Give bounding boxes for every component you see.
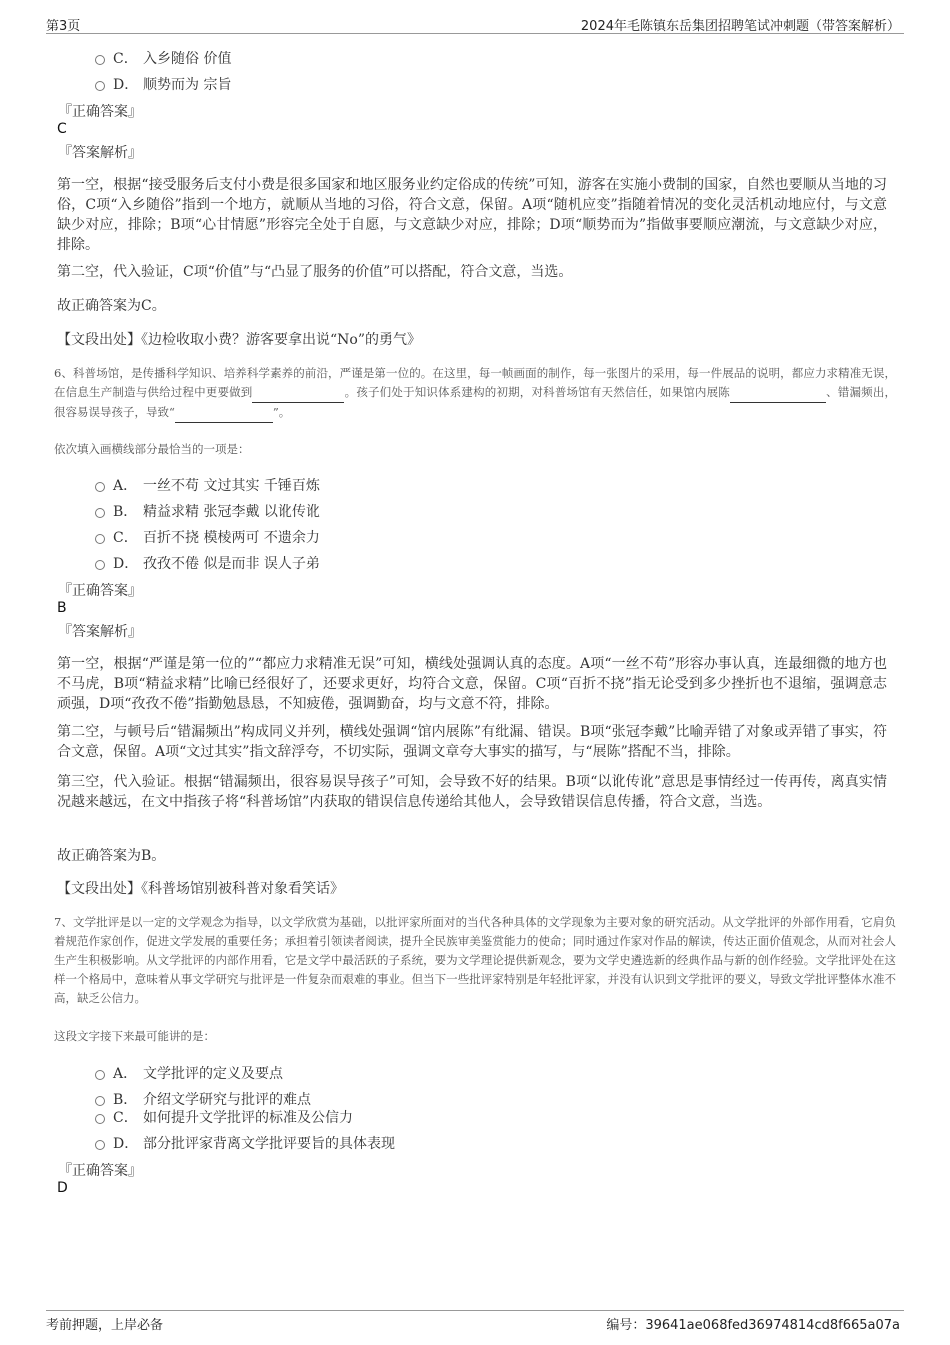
q6-analysis-para-3: 第三空，代入验证。根据“错漏频出，很容易误导孩子”可知，会导致不好的结果。B项“以讹传讹”意思是事情经过一传再传，离真实情况越来越远，在文中指孩子将“科普场馆”内获取的错误信息传递给其他人，会导致错误信息传播，符合文意，当选。 bbox=[57, 774, 887, 810]
q7-option-c[interactable]: C． 如何提升文学批评的标准及公信力 bbox=[95, 1107, 353, 1127]
document-title: 2024年毛陈镇东岳集团招聘笔试冲刺题（带答案解析） bbox=[580, 19, 900, 34]
q6-analysis-label: 『答案解析』 bbox=[58, 624, 142, 640]
q5-option-c[interactable]: C． 入乡随俗 价值 bbox=[95, 48, 231, 68]
q7-stem: 7、文学批评是以一定的文学观念为指导，以文学欣赏为基础，以批评家所面对的当代各种具体的文学现象为主要对象的研究活动。从文学批评的外部作用看，它肩负着规范作家创作，促进文学发展的重要任务；承担着引领读者阅读，提升全民族审美鉴赏能力的使命；同时通过作家对作品的解读，传达正面价值观念，从而对社会人生产生积极影响。从文学批评的内部作用看，它是文学中最活跃的子系统，要为文学理论提供新观念，要为文学史遴选新的经典作品与新的创作经验。文学批评处在这样一个格局中，意味着从事文学研究与批评是一件复杂而艰难的事业。但当下一些批评家特别是年轻批评家，并没有认识到文学批评的要义，导致文学批评整体水准不高，缺乏公信力。 bbox=[54, 915, 896, 1005]
q7-prompt: 这段文字接下来最可能讲的是： bbox=[54, 1029, 215, 1043]
radio-icon[interactable] bbox=[95, 1140, 105, 1150]
radio-icon[interactable] bbox=[95, 1096, 105, 1106]
page-header bbox=[46, 13, 904, 34]
q6-answer: B bbox=[57, 600, 67, 616]
q5-answer-label: 『正确答案』 bbox=[58, 104, 142, 120]
page-footer bbox=[46, 1310, 904, 1333]
q6-option-c[interactable]: C． 百折不挠 模棱两可 不遗余力 bbox=[95, 527, 320, 547]
q6-stem: 6、科普场馆，是传播科学知识、培养科学素养的前沿，严谨是第一位的。在这里，每一帧画面的制作，每一张图片的采用，每一件展品的说明，都应力求精准无误，在信息生产制造与供给过程中更要做到 。孩子们处于知识体系建构的初期，对科普场馆有天然信任，如果馆内展陈 、错漏频出，很容易误导孩子，导致“ ”。 bbox=[54, 364, 896, 423]
radio-icon[interactable] bbox=[95, 1114, 105, 1124]
q5-answer: C bbox=[57, 121, 67, 137]
radio-icon[interactable] bbox=[95, 560, 105, 570]
q6-option-a[interactable]: A． 一丝不苟 文过其实 千锤百炼 bbox=[95, 475, 320, 495]
q5-analysis-para-2: 第二空，代入验证，C项“价值”与“凸显了服务的价值”可以搭配，符合文意，当选。 bbox=[57, 264, 573, 280]
q5-analysis-label: 『答案解析』 bbox=[58, 145, 142, 161]
radio-icon[interactable] bbox=[95, 508, 105, 518]
q6-option-d[interactable]: D． 孜孜不倦 似是而非 误人子弟 bbox=[95, 553, 320, 573]
q6-prompt: 依次填入画横线部分最恰当的一项是： bbox=[54, 442, 250, 456]
q5-analysis-para-1: 第一空，根据“接受服务后支付小费是很多国家和地区服务业约定俗成的传统”可知，游客在实施小费制的国家，自然也要顺从当地的习俗，C项“入乡随俗”指到一个地方，就顺从当地的习俗，符合文意，保留。A项“随机应变”指随着情况的变化灵活机动地应付，与文意缺少对应，排除；B项“心甘情愿”形容完全处于自愿，与文意缺少对应，排除；D项“顺势而为”指做事要顺应潮流，与文意缺少对应，排除。 bbox=[57, 177, 887, 253]
q7-option-b[interactable]: B． 介绍文学研究与批评的难点 bbox=[95, 1089, 311, 1109]
q7-answer: D bbox=[57, 1180, 68, 1196]
radio-icon[interactable] bbox=[95, 534, 105, 544]
blank-2 bbox=[730, 383, 826, 403]
blank-1 bbox=[252, 383, 344, 403]
q6-option-b[interactable]: B． 精益求精 张冠李戴 以讹传讹 bbox=[95, 501, 320, 521]
radio-icon[interactable] bbox=[95, 1070, 105, 1080]
q7-answer-label: 『正确答案』 bbox=[58, 1163, 142, 1179]
page-number: 第3页 bbox=[46, 19, 81, 34]
radio-icon[interactable] bbox=[95, 482, 105, 492]
radio-icon[interactable] bbox=[95, 81, 105, 91]
q5-source: 【文段出处】《边检收取小费？游客要拿出说“No”的勇气》 bbox=[57, 332, 421, 348]
q7-option-a[interactable]: A． 文学批评的定义及要点 bbox=[95, 1063, 283, 1083]
q6-analysis-para-2: 第二空，与顿号后“错漏频出”构成同义并列，横线处强调“馆内展陈”有纰漏、错误。B项“张冠李戴”比喻弄错了对象或弄错了事实，符合文意，保留。A项“文过其实”指文辞浮夸，不切实际，强调文章夸大事实的描写，与“展陈”搭配不当，排除。 bbox=[57, 724, 887, 760]
footer-slogan: 考前押题，上岸必备 bbox=[46, 1318, 164, 1333]
q6-analysis-para-4: 故正确答案为B。 bbox=[57, 848, 166, 864]
q5-analysis-para-3: 故正确答案为C。 bbox=[57, 298, 166, 314]
blank-3 bbox=[175, 403, 273, 423]
q7-option-d[interactable]: D． 部分批评家背离文学批评要旨的具体表现 bbox=[95, 1133, 395, 1153]
q6-analysis-para-1: 第一空，根据“严谨是第一位的”“都应力求精准无误”可知，横线处强调认真的态度。A项“一丝不苟”形容办事认真，连最细微的地方也不马虎，B项“精益求精”比喻已经很好了，还要求更好，均符合文意，保留。C项“百折不挠”指无论受到多少挫折也不退缩，强调意志顽强，D项“孜孜不倦”指勤勉恳恳，不知疲倦，强调勤奋，均与文意不符，排除。 bbox=[57, 656, 887, 712]
radio-icon[interactable] bbox=[95, 55, 105, 65]
q6-answer-label: 『正确答案』 bbox=[58, 583, 142, 599]
q5-option-d[interactable]: D． 顺势而为 宗旨 bbox=[95, 74, 231, 94]
document-id: 编号：39641ae068fed36974814cd8f665a07a bbox=[606, 1318, 900, 1333]
q6-source: 【文段出处】《科普场馆别被科普对象看笑话》 bbox=[57, 881, 344, 897]
